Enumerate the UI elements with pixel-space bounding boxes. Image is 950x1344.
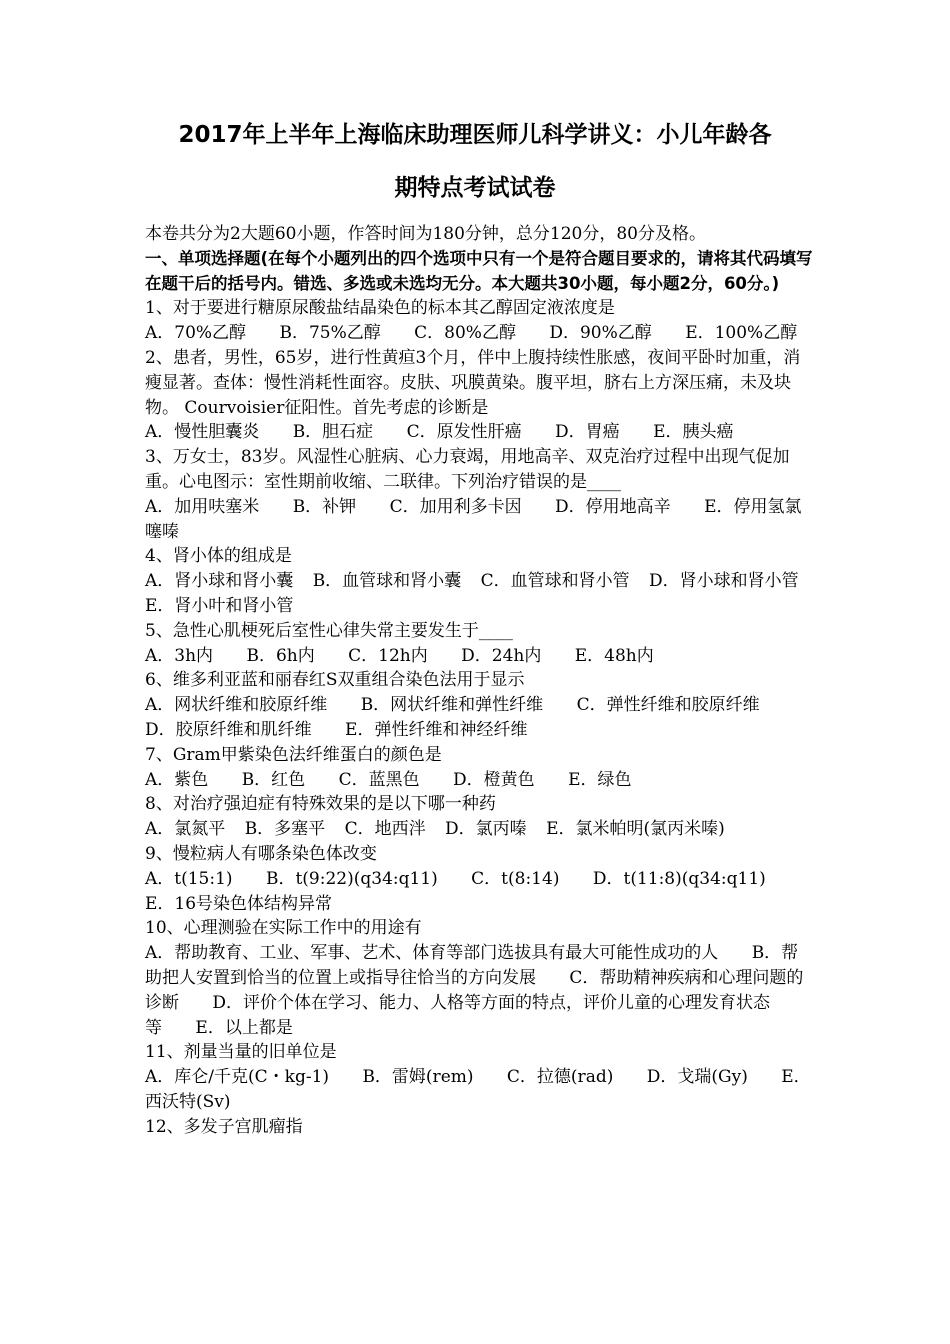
answer-option: D．氯丙嗪 xyxy=(445,819,527,840)
question-stem: 12、多发子宫肌瘤指 xyxy=(145,1116,303,1137)
question-item xyxy=(145,916,813,1040)
section-heading: 一、单项选择题(在每个小题列出的四个选项中只有一个是符合题目要求的，请将其代码填写在题干后的括号内。错选、多选或未选均无分。本大题共30小题，每小题2分，60分。) xyxy=(145,248,813,293)
answer-option: B．红色 xyxy=(241,769,306,790)
answer-option: B．多塞平 xyxy=(244,819,326,840)
question-options xyxy=(145,495,813,545)
answer-option: D．戈瑞(Gy) xyxy=(646,1067,748,1088)
question-item xyxy=(145,619,813,669)
answer-option: A．库仑/千克(C・kg-1) xyxy=(145,1067,330,1088)
question-options xyxy=(145,420,813,445)
question-stem: 7、Gram甲紫染色法纤维蛋白的颜色是 xyxy=(145,744,442,765)
answer-option: B．帮助把人安置到恰当的位置上或指导往恰当的方向发展 xyxy=(145,943,799,988)
question-item xyxy=(145,1040,813,1114)
question-stem: 4、肾小体的组成是 xyxy=(145,546,292,567)
answer-option: C．血管球和肾小管 xyxy=(480,571,630,592)
question-stem: 6、维多利亚蓝和丽春红S双重组合染色法用于显示 xyxy=(145,670,525,691)
answer-option: B．血管球和肾小囊 xyxy=(312,571,462,592)
answer-option: B．胆石症 xyxy=(292,422,374,443)
answer-option: A．慢性胆囊炎 xyxy=(145,422,260,443)
answer-option: E．100%乙醇 xyxy=(685,323,798,344)
question-item xyxy=(145,346,813,445)
question-options xyxy=(145,1065,813,1115)
answer-option: E．氯米帕明(氯丙米嗪) xyxy=(546,819,725,840)
answer-option: D．90%乙醇 xyxy=(549,323,652,344)
answer-option: E．绿色 xyxy=(568,769,632,790)
question-stem: 9、慢粒病人有哪条染色体改变 xyxy=(145,843,377,864)
question-item xyxy=(145,544,813,618)
answer-option: A．加用呋塞米 xyxy=(145,496,260,517)
answer-option: C．原发性肝癌 xyxy=(406,422,522,443)
document-title-line1: 2017年上半年上海临床助理医师儿科学讲义：小儿年龄各 xyxy=(178,122,772,148)
question-stem: 11、剂量当量的旧单位是 xyxy=(145,1042,337,1063)
question-item xyxy=(145,668,813,742)
answer-option: D．肾小球和肾小管 xyxy=(649,571,799,592)
answer-option: A．氯氮平 xyxy=(145,819,226,840)
question-list xyxy=(145,296,813,1139)
question-stem: 10、心理测验在实际工作中的用途有 xyxy=(145,918,422,939)
answer-option: B．t(9:22)(q34:q11) xyxy=(265,868,438,889)
answer-option: C．帮助精神疾病和心理问题的诊断 xyxy=(145,967,804,1013)
answer-option: C．弹性纤维和胶原纤维 xyxy=(576,695,760,716)
answer-option: A．70%乙醇 xyxy=(145,323,247,344)
question-item xyxy=(145,445,813,544)
answer-option: D．胃癌 xyxy=(555,422,620,443)
answer-option: B．补钾 xyxy=(292,496,357,517)
answer-option: E．48h内 xyxy=(574,645,654,666)
document-title-line2: 期特点考试试卷 xyxy=(394,175,556,201)
question-stem: 8、对治疗强迫症有特殊效果的是以下哪一种药 xyxy=(145,794,496,815)
answer-option: C．蓝黑色 xyxy=(338,769,420,790)
answer-option: B．雷姆(rem) xyxy=(362,1067,474,1088)
answer-option: A．t(15:1) xyxy=(145,868,233,889)
answer-option: D．橙黄色 xyxy=(453,769,535,790)
answer-option: C．加用利多卡因 xyxy=(389,496,522,517)
question-item xyxy=(145,296,813,346)
question-item xyxy=(145,743,813,793)
question-stem: 3、万女士，83岁。风湿性心脏病、心力衰竭，用地高辛、双克治疗过程中出现气促加重。心电图示：室性期前收缩、二联律。下列治疗错误的是____ xyxy=(145,447,790,492)
answer-option: E．西沃特(Sv) xyxy=(145,1067,811,1112)
answer-option: C．t(8:14) xyxy=(471,868,560,889)
answer-option: E．胰头癌 xyxy=(653,422,734,443)
answer-option: D．停用地高辛 xyxy=(555,496,671,517)
question-options xyxy=(145,768,813,793)
question-item xyxy=(145,842,813,916)
answer-option: E．16号染色体结构异常 xyxy=(145,893,333,914)
question-stem: 2、患者，男性，65岁，进行性黄疸3个月，伴中上腹持续性胀感，夜间平卧时加重，消瘦显著。查体：慢性消耗性面容。皮肤、巩膜黄染。腹平坦，脐右上方深压痛，未及块物。 Courvoisier征阳性。首先考虑的诊断是 xyxy=(145,347,801,418)
question-stem: 5、急性心肌梗死后室性心律失常主要发生于____ xyxy=(145,620,513,641)
question-options xyxy=(145,817,813,842)
exam-intro: 本卷共分为2大题60小题，作答时间为180分钟，总分120分，80分及格。 xyxy=(145,224,706,244)
answer-option: D．24h内 xyxy=(461,645,542,666)
answer-option: A．肾小球和肾小囊 xyxy=(145,571,294,592)
answer-option: C．80%乙醇 xyxy=(414,323,516,344)
answer-option: C．拉德(rad) xyxy=(506,1067,614,1088)
answer-option: B．6h内 xyxy=(246,645,315,666)
answer-option: E．肾小叶和肾小管 xyxy=(145,595,294,616)
question-stem: 1、对于要进行糖原尿酸盐结晶染色的标本其乙醇固定液浓度是 xyxy=(145,298,615,319)
answer-option: A．帮助教育、工业、军事、艺术、体育等部门选拔具有最大可能性成功的人 xyxy=(145,943,719,964)
question-options xyxy=(145,321,813,346)
question-options xyxy=(145,867,813,917)
answer-option: D．t(11:8)(q34:q11) xyxy=(592,868,766,889)
answer-option: E．弹性纤维和神经纤维 xyxy=(345,719,528,740)
question-item xyxy=(145,792,813,842)
question-options xyxy=(145,644,813,669)
answer-option: E．以上都是 xyxy=(195,1017,293,1038)
answer-option: B．网状纤维和弹性纤维 xyxy=(360,695,544,716)
answer-option: D．评价个体在学习、能力、人格等方面的特点，评价儿童的心理发育状态等 xyxy=(145,992,771,1038)
question-options xyxy=(145,941,813,1040)
question-options xyxy=(145,693,813,743)
answer-option: C．12h内 xyxy=(348,645,428,666)
answer-option: B．75%乙醇 xyxy=(279,323,381,344)
answer-option: C．地西泮 xyxy=(344,819,426,840)
document-body xyxy=(145,222,813,1139)
answer-option: D．胶原纤维和肌纤维 xyxy=(145,719,312,740)
answer-option: E．停用氢氯噻嗪 xyxy=(145,496,802,542)
question-item xyxy=(145,1115,813,1140)
answer-option: A．紫色 xyxy=(145,769,209,790)
answer-option: A．3h内 xyxy=(145,645,214,666)
question-options xyxy=(145,569,813,619)
answer-option: A．网状纤维和胶原纤维 xyxy=(145,695,328,716)
